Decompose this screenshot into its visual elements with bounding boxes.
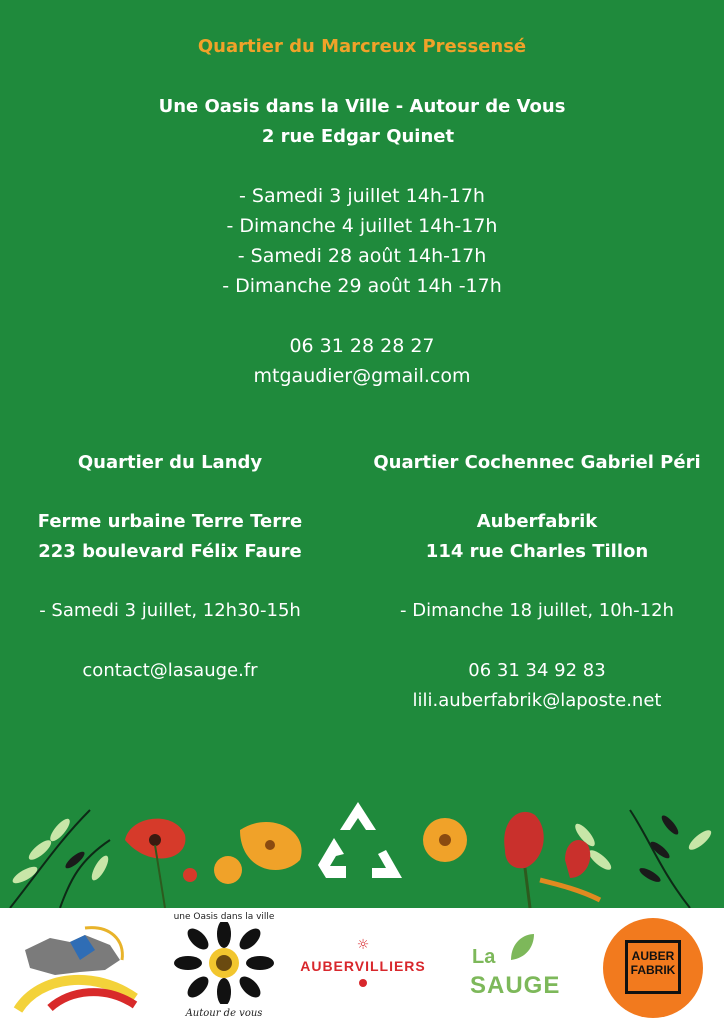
date-item: - Samedi 3 juillet 14h-17h bbox=[239, 185, 485, 207]
email-auberfabrik: lili.auberfabrik@laposte.net bbox=[412, 690, 662, 711]
date-item: - Dimanche 18 juillet, 10h-12h bbox=[400, 600, 674, 621]
phone-auberfabrik: 06 31 34 92 83 bbox=[468, 660, 606, 681]
date-item: - Samedi 3 juillet, 12h30-15h bbox=[39, 600, 301, 621]
email-lasauge: contact@lasauge.fr bbox=[82, 660, 258, 681]
heading-cochennec: Quartier Cochennec Gabriel Péri bbox=[373, 452, 701, 473]
email-oasis: mtgaudier@gmail.com bbox=[253, 365, 471, 387]
venue-terre-terre: Ferme urbaine Terre Terre bbox=[37, 511, 303, 532]
venue-oasis: Une Oasis dans la Ville - Autour de Vous bbox=[158, 96, 566, 117]
la-sauge-top-text: La bbox=[472, 946, 496, 968]
dot-icon bbox=[359, 979, 367, 987]
map-logo bbox=[10, 920, 140, 1016]
date-item: - Samedi 28 août 14h-17h bbox=[237, 245, 487, 267]
auberfabrik-bottom-text: FABRIK bbox=[630, 963, 676, 977]
phone-oasis: 06 31 28 28 27 bbox=[289, 335, 435, 357]
auberfabrik-top-text: AUBER bbox=[631, 949, 675, 963]
leaf-icon bbox=[506, 932, 536, 962]
oasis-logo-top-text: une Oasis dans la ville bbox=[173, 912, 275, 922]
date-item: - Dimanche 29 août 14h -17h bbox=[222, 275, 502, 297]
oasis-logo-bottom-text: Autour de vous bbox=[185, 1008, 263, 1019]
aubervilliers-logo bbox=[288, 938, 438, 998]
auberfabrik-logo bbox=[603, 918, 703, 1018]
heading-landy: Quartier du Landy bbox=[77, 452, 263, 473]
date-item: - Dimanche 4 juillet 14h-17h bbox=[226, 215, 498, 237]
venue-auberfabrik: Auberfabrik bbox=[476, 511, 598, 532]
heading-marcreux: Quartier du Marcreux Pressensé bbox=[197, 36, 527, 57]
flowers-illustration bbox=[0, 790, 724, 908]
sun-icon: ☼ bbox=[356, 937, 370, 953]
la-sauge-bottom-text: SAUGE bbox=[470, 972, 561, 999]
oasis-logo bbox=[168, 912, 280, 1022]
aubervilliers-text: AUBERVILLIERS bbox=[300, 958, 426, 974]
auberfabrik-box bbox=[625, 940, 681, 994]
address-auberfabrik: 114 rue Charles Tillon bbox=[425, 541, 649, 562]
sunflower-icon bbox=[168, 922, 280, 1004]
address-oasis: 2 rue Edgar Quinet bbox=[261, 126, 455, 147]
la-sauge-logo bbox=[470, 932, 566, 1012]
address-terre-terre: 223 boulevard Félix Faure bbox=[38, 541, 302, 562]
partner-logos-footer bbox=[0, 908, 724, 1024]
